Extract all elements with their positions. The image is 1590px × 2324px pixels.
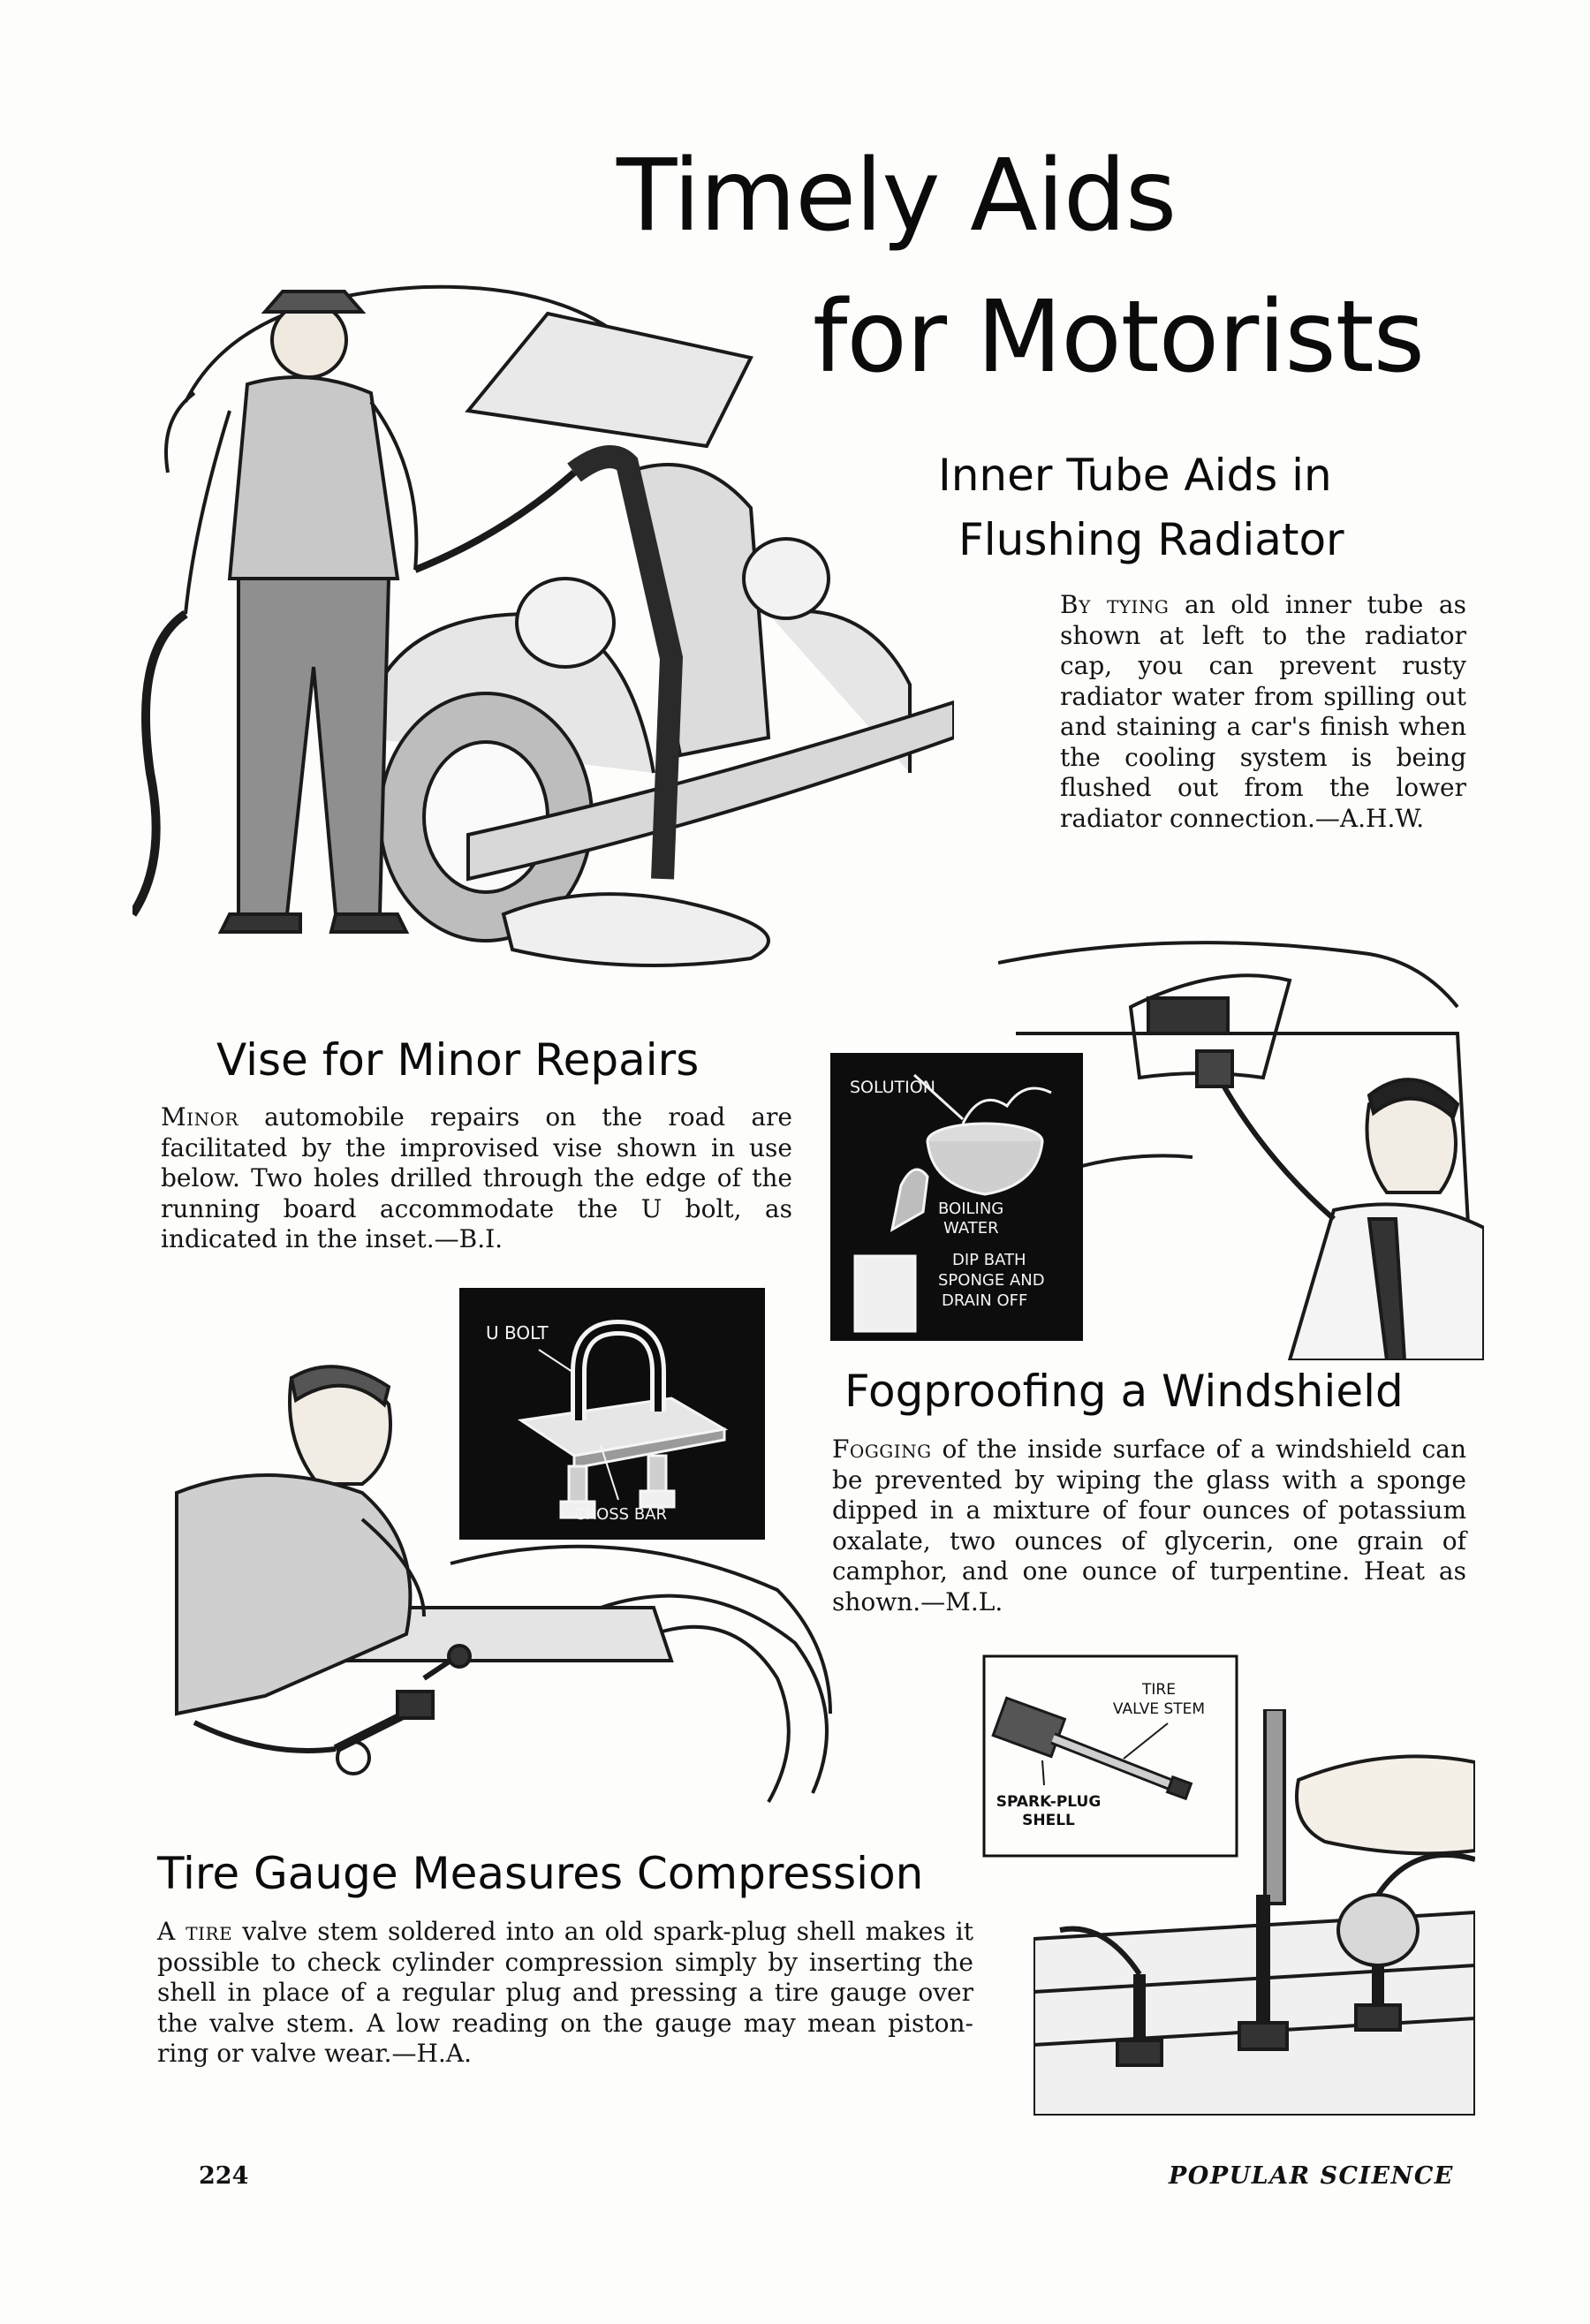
- windshield-article-body: [832, 1435, 1466, 1617]
- dip-label-line3: DRAIN OFF: [942, 1291, 1028, 1310]
- valve-stem-inset: [982, 1654, 1238, 1858]
- vise-body-text: automobile repairs on the road are facilitated by the improvised vise shown in use below. Two holes drilled through the edge of the running board accommodate the U bolt, as indicated in the inset.—B.I.: [161, 1102, 792, 1253]
- page-number: 224: [199, 2162, 249, 2190]
- radiator-article-body: [1060, 590, 1466, 834]
- page-title-line1: Timely Aids: [617, 139, 1177, 254]
- tire-gauge-article-body: [157, 1917, 973, 2070]
- tire-gauge-headline: Tire Gauge Measures Compression: [157, 1848, 924, 1899]
- solution-inset: [830, 1053, 1083, 1341]
- tire-label-line2: VALVE STEM: [1112, 1700, 1206, 1718]
- u-bolt-label: U BOLT: [486, 1322, 549, 1344]
- tire-gauge-lead-in: A tire: [157, 1917, 233, 1946]
- radiator-headline-line2: Flushing Radiator: [958, 514, 1344, 565]
- boiling-label-line2: WATER: [943, 1219, 999, 1238]
- page-title-line2: for Motorists: [813, 280, 1424, 395]
- radiator-lead-in: By tying: [1060, 590, 1170, 619]
- spark-label-line2: SHELL: [1022, 1812, 1075, 1829]
- vise-headline: Vise for Minor Repairs: [216, 1034, 700, 1086]
- spark-label-line1: SPARK-PLUG: [996, 1793, 1102, 1811]
- windshield-lead-in: Fogging: [832, 1435, 932, 1464]
- solution-label: SOLUTION: [850, 1078, 935, 1097]
- tire-label-line1: TIRE: [1142, 1681, 1176, 1699]
- dip-label-line2: SPONGE AND: [938, 1271, 1045, 1290]
- dip-label-line1: DIP BATH: [952, 1251, 1026, 1269]
- vise-article-body: [161, 1102, 792, 1255]
- boiling-label-line1: BOILING: [938, 1200, 1004, 1218]
- windshield-body-text: of the inside surface of a windshield can be prevented by wiping the glass with a sponge dipped in a mixture of four ounces of potassium oxalate, two ounces of glycerin, one grain of camphor, and one ounce of turpentine. Heat as shown.—M.L.: [832, 1435, 1466, 1616]
- magazine-name: POPULAR SCIENCE: [1169, 2162, 1454, 2190]
- radiator-body-text: an old inner tube as shown at left to the radiator cap, you can prevent rusty radiator water from spilling out and staining a car's finish when the cooling system is being flushed out from the lower radiator connection.—A.H.W.: [1060, 590, 1466, 833]
- tire-gauge-body-text: valve stem soldered into an old spark-plug shell makes it possible to check cylinder compression simply by inserting the shell in place of a regular plug and pressing a tire gauge over the valve stem. A low reading on the gauge may mean piston-ring or valve wear.—H.A.: [157, 1917, 973, 2068]
- windshield-headline: Fogproofing a Windshield: [844, 1366, 1404, 1417]
- vise-lead-in: Minor: [161, 1102, 239, 1132]
- radiator-illustration: [132, 243, 954, 967]
- cross-bar-label: CROSS BAR: [574, 1505, 667, 1524]
- ubolt-inset: [459, 1288, 765, 1540]
- radiator-headline-line1: Inner Tube Aids in: [938, 450, 1332, 501]
